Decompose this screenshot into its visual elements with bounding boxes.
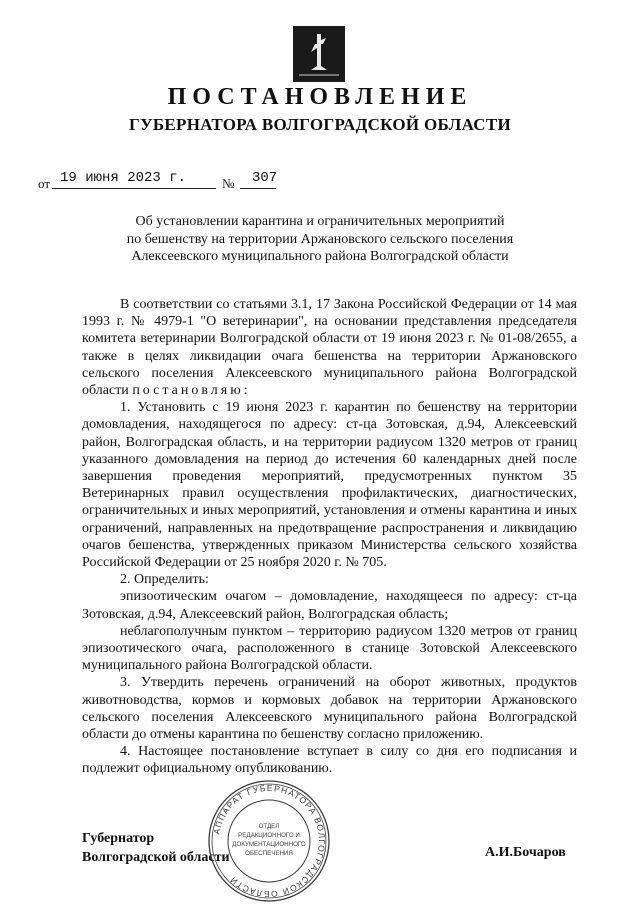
- subject-line: Алексеевского муниципального района Волгоградской области: [131, 249, 509, 264]
- intro-text: В соответствии со статьями 3.1, 17 Закона Российской Федерации от 14 мая 1993 г. № 4979-1 "О ветеринарии", на основании представления председателя комитета ветеринарии Волгоградской области от 19 июня 2023 г. № 01-08/2655, а также в целях ликвидации очага бешенства на территории Аржановского сельского поселения Алексеевского муниципального района Волгоградской области: [82, 297, 577, 399]
- document-date: 19 июня 2023 г.: [60, 170, 187, 186]
- from-label: от: [38, 176, 51, 191]
- stamp-outer-text: АППАРАТ ГУБЕРНАТОРА ВОЛГОГРАДСКОЙ ОБЛАСТИ: [211, 782, 328, 900]
- document-number: 307: [252, 170, 278, 186]
- coat-of-arms-icon: [293, 26, 345, 82]
- paragraph-3: 3. Утвердить перечень ограничений на оборот животных, продуктов животноводства, кормов и кормовых добавок на территории Аржановского сельского поселения Алексеевского муниципального района Волгоградской области до отмены карантина по бешенству согласно приложению.: [82, 675, 577, 743]
- paragraph-2b: неблагополучным пунктом – территорию радиусом 1320 метров от границ эпизоотического очага, расположенного в станице Зотовской Алексеевского муниципального района Волгоградской области.: [82, 623, 577, 674]
- decree-word: постановляю:: [132, 383, 251, 399]
- paragraph-2a: эпизоотическим очагом – домовладение, находящееся по адресу: ст-ца Зотовская, д.94, Алексеевский район, Волгоградская область;: [82, 589, 577, 622]
- position-line: Волгоградской области: [82, 850, 230, 865]
- date-underline: [52, 188, 216, 189]
- subject-line: Об установлении карантина и ограничительных мероприятий: [135, 214, 505, 229]
- document-subtitle: ГУБЕРНАТОРА ВОЛГОГРАДСКОЙ ОБЛАСТИ: [128, 115, 512, 134]
- stamp-inner-line: ОТДЕЛ: [258, 823, 280, 830]
- subject-line: по бешенству на территории Аржановского сельского поселения: [126, 231, 514, 247]
- paragraph-4: 4. Настоящее постановление вступает в силу со дня его подписания и подлежит официальному опубликованию.: [82, 744, 577, 777]
- intro-paragraph: [82, 296, 577, 399]
- number-underline: [240, 188, 276, 189]
- stamp-inner-line: ОБЕСПЕЧЕНИЯ: [245, 850, 293, 857]
- document-title: ПОСТАНОВЛЕНИЕ: [167, 84, 473, 110]
- stamp-inner-line: РЕДАКЦИОННОГО И: [238, 832, 300, 839]
- document-subject: [60, 213, 580, 266]
- number-label: №: [222, 176, 235, 191]
- official-stamp: [206, 778, 332, 904]
- signatory-name: А.И.Бочаров: [485, 845, 566, 860]
- paragraph-2: 2. Определить:: [120, 572, 209, 588]
- paragraph-1: 1. Установить с 19 июня 2023 г. карантин по бешенству на территории домовладения, находящегося по адресу: ст-ца Зотовская, д.94, Алексеевский район, Волгоградская область, и на территории радиусом 1320 метров от границ указанного домовладения на период до истечения 60 календарных дней после завершения проведения мероприятий, предусмотренных пунктом 35 Ветеринарных правил осуществления профилактических, диагностических, ограничительных и иных мероприятий, установления и отмены карантина и иных ограничений, направленных на предотвращение распространения и ликвидацию очагов бешенства, утвержденных приказом Министерства сельского хозяйства Российской Федерации от 25 ноября 2020 г. № 705.: [82, 400, 577, 571]
- document-body: [82, 296, 577, 778]
- stamp-inner-line: ДОКУМЕНТАЦИОННОГО: [232, 841, 306, 848]
- position-line: Губернатор: [82, 831, 155, 846]
